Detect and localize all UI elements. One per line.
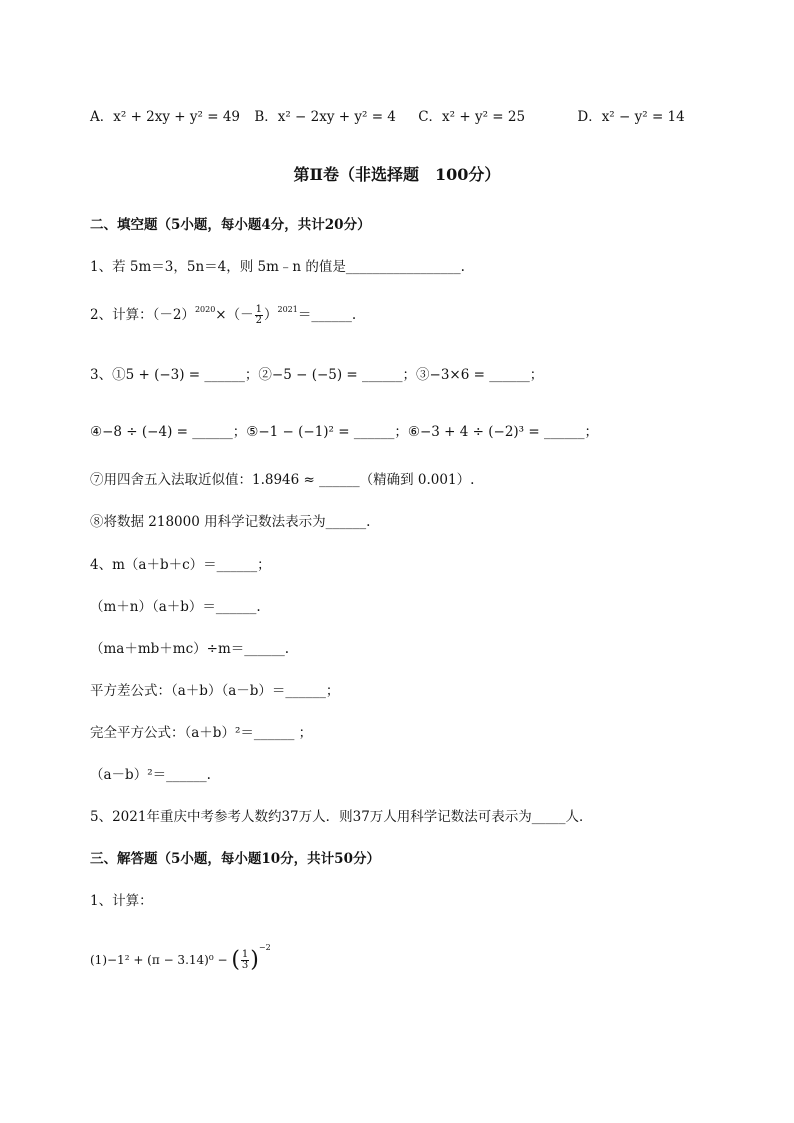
section2-heading: 二、填空题（5小题，每小题4分，共计20分） — [90, 217, 371, 233]
right-paren: ) — [250, 947, 259, 973]
section3-heading: 三、解答题（5小题，每小题10分，共计50分） — [90, 851, 380, 867]
q2-suffix: ＝______. — [297, 307, 357, 323]
option-d: D．x² − y² = 14 — [577, 109, 685, 125]
fill-q3-line3: ⑦用四舍五入法取近似值：1.8946 ≈ ______（精确到 0.001）. — [90, 472, 475, 488]
solve-q1-expression — [90, 945, 271, 976]
solve-q1-expr-prefix: (1)−1² + (π − 3.14)⁰ − — [90, 953, 232, 967]
q2-fraction-numerator: 1 — [255, 304, 262, 315]
fill-q3-line4: ⑧将数据 218000 用科学记数法表示为______. — [90, 514, 371, 530]
q2-fraction-denominator: 2 — [255, 315, 262, 326]
solve-q1-fraction-numerator: 1 — [241, 949, 249, 960]
q2-exponent-2: 2021 — [277, 305, 298, 314]
fill-q1: 1、若 5m＝3，5n＝4，则 5m﹣n 的值是_________________. — [90, 259, 465, 275]
option-b: B．x² − 2xy + y² = 4 — [254, 109, 396, 125]
choice-options-row — [90, 107, 685, 127]
solve-q1-exponent: −2 — [258, 943, 271, 952]
solve-q1-label: 1、计算： — [90, 893, 153, 909]
option-a: A．x² + 2xy + y² = 49 — [90, 109, 241, 125]
left-paren: ( — [231, 947, 240, 973]
fill-q4-line6: （a－b）²＝______. — [90, 767, 211, 783]
option-c: C．x² + y² = 25 — [418, 109, 526, 125]
fill-q3-line1: 3、①5 + (−3) = ______；②−5 − (−5) = ______；③−3×6 = ______； — [90, 367, 544, 383]
fill-q4-line2: （m＋n）（a＋b）＝______. — [90, 599, 261, 615]
fill-q5: 5、2021年重庆中考参考人数约37万人．则37万人用科学记数法可表示为_____人． — [90, 809, 593, 825]
fill-q3-line2: ④−8 ÷ (−4) = ______；⑤−1 − (−1)² = ______；⑥−3 + 4 ÷ (−2)³ = ______； — [90, 424, 598, 440]
q2-exponent-1: 2020 — [194, 305, 216, 314]
q2-fraction — [255, 305, 263, 326]
fill-q4-line4: 平方差公式：（a＋b）（a－b）＝______； — [90, 683, 340, 699]
fill-q4-line1: 4、m（a＋b＋c）＝______； — [90, 557, 271, 573]
fill-q2 — [90, 302, 356, 328]
q2-close: ） — [263, 307, 278, 323]
q2-mid: ×（－ — [215, 307, 254, 323]
fill-q4-line3: （ma＋mb＋mc）÷m＝______. — [90, 641, 290, 657]
solve-q1-fraction — [241, 950, 249, 971]
solve-q1-fraction-denominator: 3 — [241, 960, 249, 971]
fill-q4-line5: 完全平方公式：（a＋b）²＝______ ； — [90, 725, 313, 741]
q2-prefix: 2、计算：（－2） — [90, 307, 195, 323]
part2-title: 第Ⅱ卷（非选择题 100分） — [293, 165, 501, 184]
